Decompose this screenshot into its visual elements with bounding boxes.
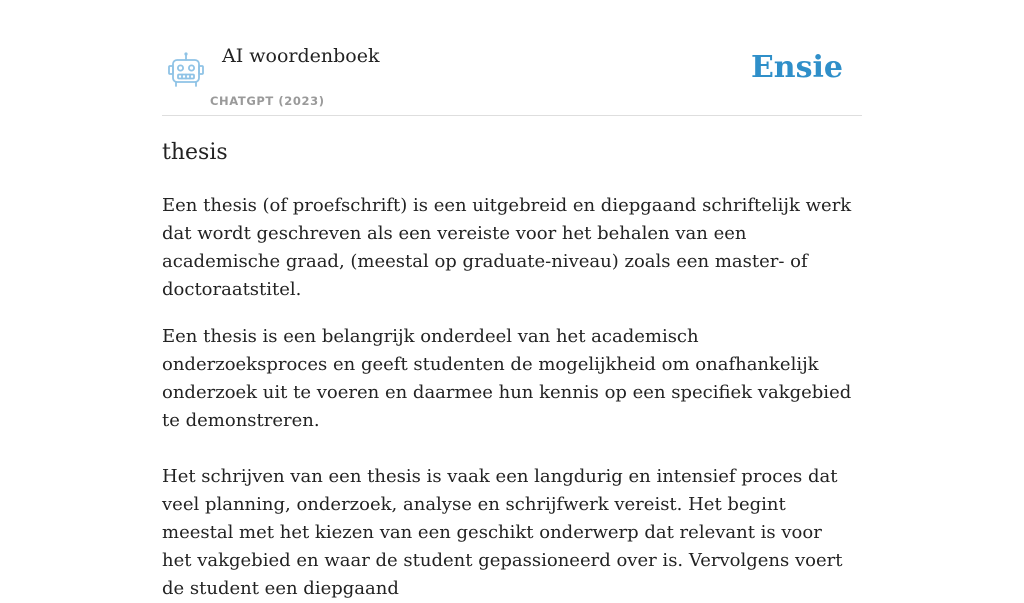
definition-paragraph: Een thesis (of proefschrift) is een uitgebreid en diepgaand schriftelijk werk dat wordt geschreven als een vereiste voor het behalen van een academische graad, (meestal op graduate-niveau) zoals een master- of doctoraatstitel. [162, 195, 852, 300]
source-header [162, 40, 862, 116]
definition-paragraph: Het schrijven van een thesis is vaak een langdurig en intensief proces dat veel planning, onderzoek, analyse en schrijfwerk vereist. Het begint meestal met het kiezen van een geschikt onderwerp dat relevant is voor het vakgebied en waar de student gepassioneerd over is. Vervolgens voert de student een diepgaand [162, 466, 843, 599]
entry-term: thesis [162, 140, 228, 165]
robot-icon [166, 51, 206, 91]
source-subtitle: CHATGPT (2023) [210, 94, 325, 108]
brand-logo[interactable]: Ensie [750, 50, 843, 85]
definition-paragraph: Een thesis is een belangrijk onderdeel van het academisch onderzoeksproces en geeft studenten de mogelijkheid om onafhankelijk onderzoek uit te voeren en daarmee hun kennis op een specifiek vakgebied te demonstreren. [162, 326, 852, 431]
source-title[interactable]: AI woordenboek [222, 45, 380, 67]
entry-definition [162, 192, 852, 603]
